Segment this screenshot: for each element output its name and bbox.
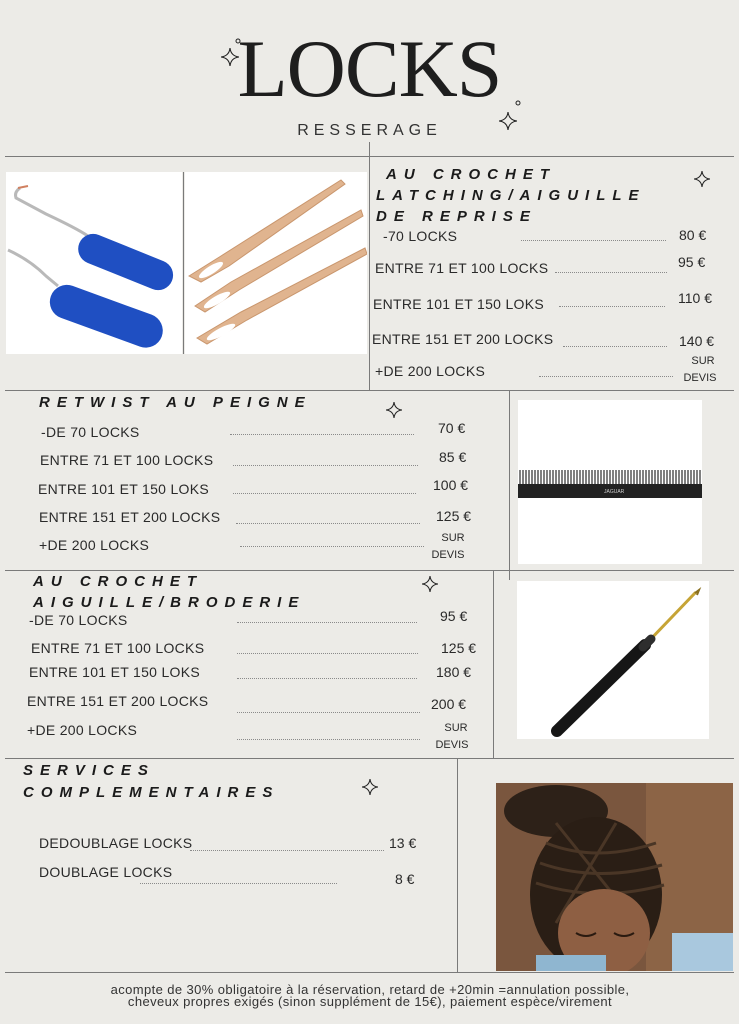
price-row-label: +DE 200 LOCKS <box>39 537 150 553</box>
sparkle-icon <box>386 402 402 418</box>
dot-icon <box>515 100 521 106</box>
dotted-leader <box>237 712 420 713</box>
price-row-label: -DE 70 LOCKS <box>41 424 140 440</box>
hairstyle-photo <box>496 783 733 971</box>
price-row-value: 125 € <box>441 640 477 656</box>
section-title-line: COMPLEMENTAIRES <box>23 784 280 801</box>
footer-line: acompte de 30% obligatoire à la réservation, retard de +20min =annulation possible, <box>110 982 630 997</box>
sparkle-icon <box>362 779 378 795</box>
price-row-label: ENTRE 151 ET 200 LOCKS <box>27 693 209 709</box>
price-row-value: 85 € <box>439 449 467 465</box>
price-row-label: -70 LOCKS <box>383 228 458 244</box>
dotted-leader <box>563 346 667 347</box>
dotted-leader <box>237 653 418 654</box>
dotted-leader <box>237 739 420 740</box>
price-row-label: ENTRE 101 ET 150 LOKS <box>373 296 545 312</box>
dotted-leader <box>233 493 416 494</box>
latch-needle-image <box>185 172 367 354</box>
price-on-quote-line: DEVIS <box>431 549 465 561</box>
divider <box>493 570 494 758</box>
page-title: LOCKS <box>237 23 502 114</box>
latch-hook-image <box>6 172 182 354</box>
section-title-line: DE REPRISE <box>376 208 537 225</box>
price-row-value: 95 € <box>440 608 468 624</box>
price-row-value: 200 € <box>431 696 467 712</box>
divider <box>5 758 734 759</box>
price-row-label: ENTRE 71 ET 100 LOCKS <box>40 452 214 468</box>
dotted-leader <box>236 523 420 524</box>
sparkle-icon <box>422 576 438 592</box>
price-row-label: ENTRE 151 ET 200 LOCKS <box>39 509 221 525</box>
price-on-quote <box>428 530 468 564</box>
divider <box>457 758 458 972</box>
section-title-services <box>23 760 279 804</box>
section-title-broderie <box>33 571 305 613</box>
price-on-quote-line: SUR <box>444 722 468 734</box>
sparkle-icon <box>694 171 710 187</box>
footer-line: cheveux propres exigés (sinon supplément de 15€), paiement espèce/virement <box>127 994 613 1009</box>
section-title-line: SERVICES <box>23 762 155 779</box>
price-row-label: -DE 70 LOCKS <box>29 612 128 628</box>
divider <box>369 142 370 390</box>
page-subtitle: RESSERAGE <box>297 122 442 139</box>
price-row-label: DEDOUBLAGE LOCKS <box>39 835 193 851</box>
price-on-quote-line: SUR <box>691 355 715 367</box>
dotted-leader <box>555 272 667 273</box>
section-title-line: AIGUILLE/BRODERIE <box>33 594 306 611</box>
price-row-label: ENTRE 101 ET 150 LOKS <box>38 481 210 497</box>
price-row-label: ENTRE 151 ET 200 LOCKS <box>372 331 554 347</box>
divider <box>5 390 734 391</box>
price-row-label: +DE 200 LOCKS <box>27 722 138 738</box>
price-row-value: 125 € <box>436 508 472 524</box>
price-row-label: ENTRE 101 ET 150 LOKS <box>29 664 201 680</box>
price-row-value: 70 € <box>438 420 466 436</box>
dotted-leader <box>240 546 424 547</box>
price-row-value: 13 € <box>389 835 417 851</box>
dotted-leader <box>521 240 666 241</box>
dotted-leader <box>559 306 665 307</box>
price-on-quote <box>432 720 472 754</box>
price-row-value: 8 € <box>395 871 415 887</box>
price-on-quote-line: SUR <box>441 532 465 544</box>
dotted-leader <box>237 678 417 679</box>
comb-image <box>518 400 702 564</box>
section-title-line: LATCHING/AIGUILLE <box>376 187 646 204</box>
price-row-value: 80 € <box>679 227 707 243</box>
price-on-quote-line: DEVIS <box>683 372 717 384</box>
section-title-line: RETWIST AU PEIGNE <box>39 394 312 411</box>
dotted-leader <box>237 622 417 623</box>
price-row-label: DOUBLAGE LOCKS <box>39 864 173 880</box>
price-row-value: 180 € <box>436 664 472 680</box>
price-row-value: 140 € <box>679 333 715 349</box>
price-on-quote <box>680 353 720 387</box>
divider <box>183 172 184 354</box>
section-title-retwist <box>39 392 312 413</box>
price-row-label: +DE 200 LOCKS <box>375 363 486 379</box>
price-row-label: ENTRE 71 ET 100 LOCKS <box>375 260 549 276</box>
footer-note <box>20 984 720 1008</box>
dotted-leader <box>140 883 337 884</box>
dotted-leader <box>233 465 418 466</box>
section-title-line: AU CROCHET <box>386 166 556 183</box>
section-title-latching <box>376 164 646 227</box>
section-title-line: AU CROCHET <box>33 573 203 590</box>
crochet-hook-image <box>517 581 709 739</box>
price-on-quote-line: DEVIS <box>435 739 469 751</box>
dotted-leader <box>230 434 414 435</box>
price-row-value: 110 € <box>678 290 712 306</box>
dotted-leader <box>190 850 384 851</box>
divider <box>5 972 734 973</box>
dotted-leader <box>539 376 673 377</box>
price-row-value: 95 € <box>678 254 706 270</box>
comb-brand-label: JAGUAR <box>604 489 625 495</box>
price-row-value: 100 € <box>433 477 469 493</box>
divider <box>509 390 510 580</box>
price-row-label: ENTRE 71 ET 100 LOCKS <box>31 640 205 656</box>
